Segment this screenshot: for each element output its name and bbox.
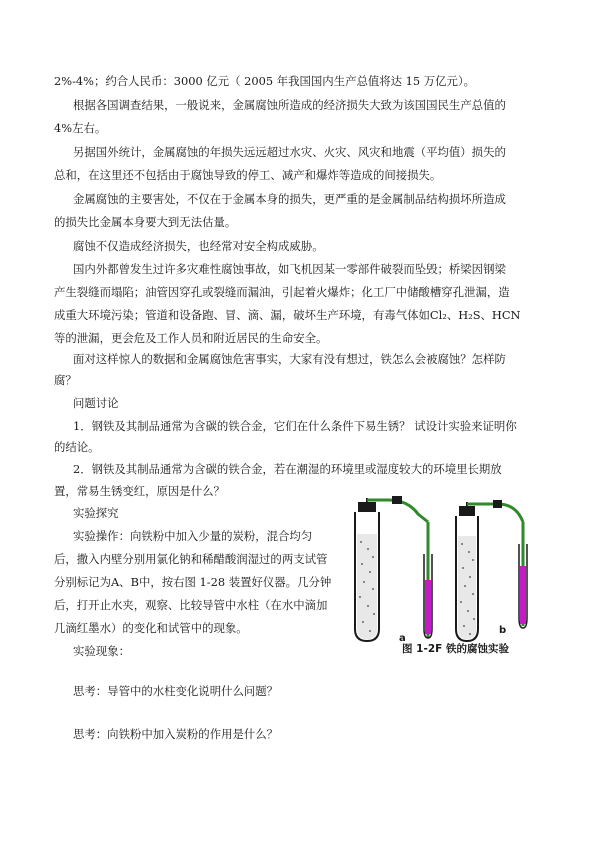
figure-label-b: b <box>499 625 507 636</box>
text-line: 几滴红墨水）的变化和试管中的现象。 <box>54 621 248 635</box>
text-line: 分别标记为A、B中，按右图 1-28 装置好仪器。几分钟 <box>54 575 332 589</box>
text-line: 面对这样惊人的数据和金属腐蚀危害事实，大家有没有想过，铁怎么会被腐蚀？怎样防 <box>73 352 506 366</box>
text-line: 的损失比金属本身要大到无法估量。 <box>54 215 237 229</box>
text-line: 后，撒入内壁分别用氯化钠和稀醋酸润湿过的两支试管 <box>54 552 328 566</box>
iron-carbon-powder-a <box>357 534 377 639</box>
iron-carbon-powder-b <box>458 536 476 639</box>
text-line: 思考：导管中的水柱变化说明什么问题？ <box>73 684 279 698</box>
text-line: 实验现象： <box>73 644 130 658</box>
text-line: 腐蚀不仅造成经济损失，也经常对安全构成威胁。 <box>73 239 324 253</box>
text-line: 根据各国调查结果，一般说来，金属腐蚀所造成的经济损失大致为该国国民生产总值的 <box>73 98 506 112</box>
test-tube-a <box>355 502 379 641</box>
text-line: 思考：向铁粉中加入炭粉的作用是什么？ <box>73 727 279 741</box>
red-water-column-a <box>425 580 431 634</box>
text-line: 后，打开止水夹，观察、比较导管中水柱（在水中滴加 <box>54 598 328 612</box>
text-line: 另据国外统计，金属腐蚀的年损失远远超过水灾、火灾、风灾和地震（平均值）损失的 <box>73 145 506 159</box>
text-line: 总和，在这里还不包括由于腐蚀导致的停工、减产和爆炸等造成的间接损失。 <box>54 168 442 182</box>
text-line: 问题讨论 <box>73 396 119 410</box>
apparatus-illustration <box>348 494 546 654</box>
text-line: 成重大环境污染；管道和设备跑、冒、滴、漏，破坏生产环境，有毒气体如Cl₂、H₂S、HCN <box>54 308 521 322</box>
text-line: 的结论。 <box>54 440 100 454</box>
red-water-column-b <box>520 566 526 624</box>
water-stop-clamp-a <box>392 496 402 504</box>
text-line: 金属腐蚀的主要害处，不仅在于金属本身的损失，更严重的是金属制品结构损坏所造成 <box>73 192 506 206</box>
water-stop-clamp-b <box>493 500 502 508</box>
text-line: 实验操作：向铁粉中加入少量的炭粉，混合均匀 <box>73 529 313 543</box>
figure-label-a: a <box>399 633 406 644</box>
test-tube-b <box>456 506 478 641</box>
text-line: 等的泄漏，更会危及工作人员和附近居民的生命安全。 <box>54 331 328 345</box>
text-line: 国内外都曾发生过许多灾难性腐蚀事故，如飞机因某一零部件破裂而坠毁；桥梁因钢梁 <box>73 262 506 276</box>
text-line: 1．钢铁及其制品通常为含碳的铁合金，它们在什么条件下易生锈？ 试设计实验来证明你 <box>73 419 517 433</box>
text-line: 2%-4%；约合人民币：3000 亿元（ 2005 年我国国内生产总值将达 15 万亿元）。 <box>54 74 476 88</box>
text-line: 置，常易生锈变红，原因是什么？ <box>54 484 225 498</box>
figure-caption: 图 1-2F 铁的腐蚀实验 <box>402 643 509 655</box>
text-line: 实验探究 <box>73 506 119 520</box>
corrosion-experiment-figure <box>348 494 546 654</box>
text-line: 4%左右。 <box>54 121 107 135</box>
text-line: 腐？ <box>54 373 77 387</box>
text-line: 2．钢铁及其制品通常为含碳的铁合金，若在潮湿的环境里或湿度较大的环境里长期放 <box>73 462 502 476</box>
text-line: 产生裂缝而塌陷；油管因穿孔或裂缝而漏油，引起着火爆炸；化工厂中储酸槽穿孔泄漏，造 <box>54 285 510 299</box>
